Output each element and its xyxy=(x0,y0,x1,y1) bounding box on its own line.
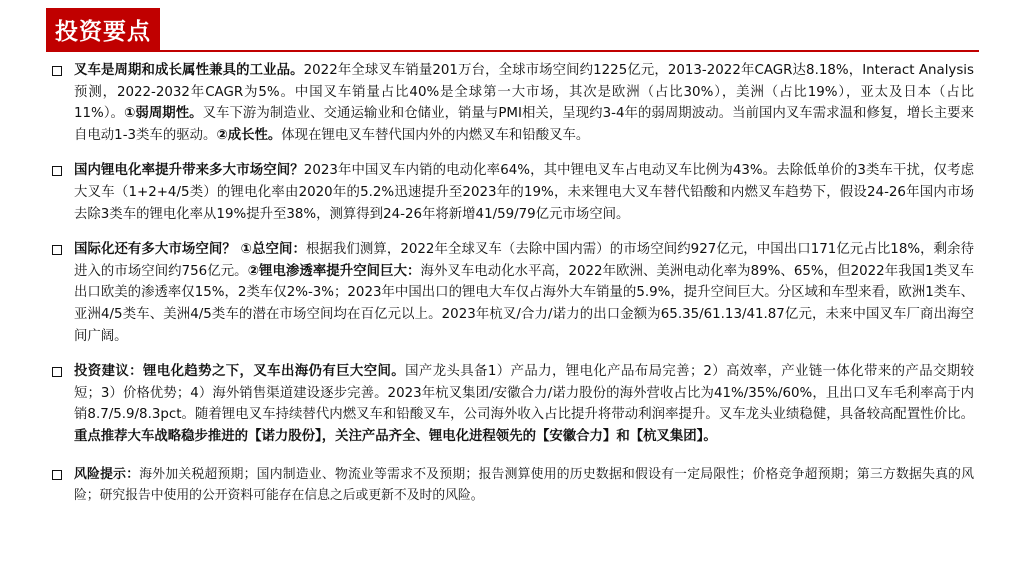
square-bullet-icon xyxy=(52,367,62,377)
square-bullet-icon xyxy=(52,166,62,176)
point-text-run: 叉车下游为制造业、交通运输业和仓储业，销量与PMI相关，呈现约3-4年的弱周期波动。当前国内叉车需求温和修复，增长主要来自电动1-3类车的驱动。 xyxy=(74,106,974,143)
point-text-run: ①弱周期性。 xyxy=(124,106,203,122)
point-text xyxy=(74,60,974,146)
title-divider xyxy=(46,50,979,52)
point-text-run: 国际化还有多大市场空间？ ①总空间： xyxy=(74,242,306,258)
point-industry-overview xyxy=(50,60,974,146)
point-text xyxy=(74,160,974,225)
point-text-run: 2023年中国叉车内销的电动化率64%，其中锂电叉车占电动叉车比例为43%。去除低单价的3类车干扰，仅考虑大叉车（1+2+4/5类）的锂电化率由2020年的5.2%迅速提升至2023年的19%，未来锂电大叉车替代铅酸和内燃叉车趋势下，假设24-26年国内市场去除3类车的锂电化率从19%提升至38%，测算得到24-26年将新增41/59/79亿元市场空间。 xyxy=(74,163,975,222)
point-investment-advice xyxy=(50,361,974,447)
point-text-run: 2022年全球叉车销量201万台，全球市场空间约1225亿元，2013-2022年CAGR达8.18%，Interact Analysis预测，2022-2032年CAGR为5%。中国叉车销量占比40%是全球第一大市场，其次是欧洲（占比30%），美洲（占比19%），亚太及日本（占比11%）。 xyxy=(74,63,975,122)
point-text-run: 根据我们测算，2022年全球叉车（去除中国内需）的市场空间约927亿元，中国出口171亿元占比18%，剩余待进入的市场空间约756亿元。 xyxy=(74,242,974,279)
square-bullet-icon xyxy=(52,66,62,76)
point-text-run: 叉车是周期和成长属性兼具的工业品。 xyxy=(74,63,304,78)
page-title: 投资要点 xyxy=(46,8,160,50)
point-domestic-market xyxy=(50,160,974,225)
point-text xyxy=(74,239,974,347)
point-text xyxy=(74,361,974,447)
square-bullet-icon xyxy=(52,245,62,255)
point-text-run: 海外加关税超预期；国内制造业、物流业等需求不及预期；报告测算使用的历史数据和假设有一定局限性；价格竞争超预期；第三方数据失真的风险；研究报告中使用的公开资料可能存在信息之后或更新不及时的风险。 xyxy=(74,466,975,503)
point-text xyxy=(74,464,974,506)
point-text-run: 海外叉车电动化水平高，2022年欧洲、美洲电动化率为89%、65%，但2022年我国1类叉车出口欧美的渗透率仅15%，2类车仅2%-3%；2023年中国出口的锂电大车仅占海外大车销量的5.9%，提升空间巨大。分区域和车型来看，欧洲1类车、亚洲4/5类车、美洲4/5类车的潜在市场空间均在百亿元以上。2023年杭叉/合力/诺力的出口金额为65.35/61.13/41.87亿元，未来中国叉车厂商出海空间广阔。 xyxy=(74,263,975,344)
point-risk-warning xyxy=(50,464,974,506)
key-points-list xyxy=(50,60,974,520)
square-bullet-icon xyxy=(52,470,62,480)
point-text-run: ②成长性。 xyxy=(216,127,282,143)
point-text-run: 国内锂电化率提升带来多大市场空间？ xyxy=(74,163,304,179)
point-text-run: 国产龙头具备1）产品力，锂电化产品布局完善；2）高效率，产业链一体化带来的产品交期较短；3）价格优势；4）海外销售渠道建设逐步完善。2023年杭叉集团/安徽合力/诺力股份的海外营收占比为41%/35%/60%，且出口叉车毛利率高于内销8.7/5.9/8.3pct。随着锂电叉车持续替代内燃叉车和铅酸叉车，公司海外收入占比提升将带动利润率提升。叉车龙头业绩稳健，具备较高配置性价比。 xyxy=(74,364,974,423)
point-text-run: 风险提示： xyxy=(74,466,140,482)
point-text-run: 投资建议：锂电化趋势之下，叉车出海仍有巨大空间。 xyxy=(74,364,406,380)
point-text-run: 重点推荐大车战略稳步推进的【诺力股份】，关注产品齐全、锂电化进程领先的【安徽合力】和【杭叉集团】。 xyxy=(74,428,717,444)
point-international-market xyxy=(50,239,974,347)
point-text-run: ②锂电渗透率提升空间巨大： xyxy=(247,263,421,279)
point-text-run: 体现在锂电叉车替代国内外的内燃叉车和铅酸叉车。 xyxy=(281,127,590,143)
